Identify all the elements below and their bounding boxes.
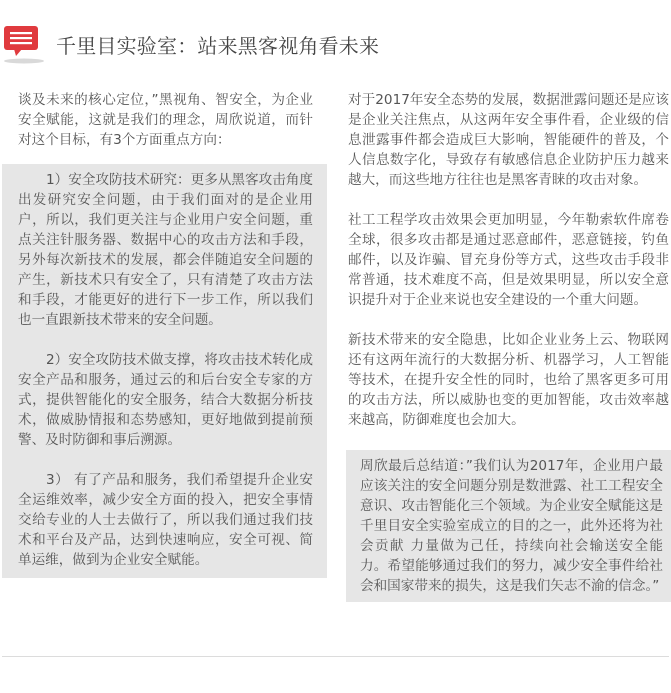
- summary-quote-box: [346, 450, 671, 602]
- direction-paragraph-1: 1）安全攻防技术研究：更多从黑客攻击角度出发研究安全问题，由于我们面对的是企业用户，所以，我们更关注与企业用户安全问题，重点关注针服务器、数据中心的攻击方法和手段，另外每次新技术的发展，都会伴随追安全问题的产生，新技术只有安全了，只有清楚了攻击方法和手段，才能更好的进行下一步工作，所以我们也一直跟新技术带来的安全问题。: [18, 172, 313, 328]
- direction-paragraph-2: 2）安全攻防技术做支撑，将攻击技术转化成安全产品和服务，通过云的和后台安全专家的方式，提供智能化的安全服务，结合大数据分析技术，做威胁情报和态势感知，更好地做到提前预警、及时防御和事后溯源。: [18, 352, 313, 448]
- summary-quote: 周欣最后总结道：”我们认为2017年，企业用户最应该关注的安全问题分别是数泄露、社工工程安全意识、攻击智能化三个领域。为企业安全赋能这是千里目安全实验室成立的目的之一，此外还将为社会贡献 力量做为己任，持续向社会输送安全能力。希望能够通过我们的努力，减少安全事件给社会和国家带来的损失，这是我们矢志不渝的信念。”: [360, 458, 663, 594]
- page-title: 千里目实验室：站来黑客视角看未来: [56, 34, 380, 58]
- article-header: [0, 20, 671, 70]
- direction-paragraph-3: 3） 有了产品和服务，我们希望提升企业安全运维效率，减少安全方面的投入，把安全事情交给专业的人士去做行了，所以我们通过我们技术和平台及产品，达到快速响应，安全可视、简单运维，做到为企业安全赋能。: [18, 472, 313, 568]
- chat-bubble-icon: [2, 24, 46, 64]
- trend-paragraph-1: 对于2017年安全态势的发展，数据泄露问题还是应该是企业关注焦点，从这两年安全事件看，企业级的信息泄露事件都会造成巨大影响，智能硬件的普及，个人信息数字化，导致存有敏感信息企业防护压力越来越大，而这些地方往往也是黑客青睐的攻击对象。: [348, 92, 669, 188]
- trend-paragraph-2: 社工工程学攻击效果会更加明显，今年勒索软件席卷全球，很多攻击都是通过恶意邮件，恶意链接，钓鱼邮件，以及诈骗、冒充身份等方式，这些攻击手段非常普通，技术难度不高，但是效果明显，所以安全意识提升对于企业来说也安全建设的一个重大问题。: [348, 212, 669, 308]
- trend-paragraph-3: 新技术带来的安全隐患，比如企业业务上云、物联网还有这两年流行的大数据分析、机器学习，人工智能等技术，在提升安全性的同时，也给了黑客更多可用的攻击方法，所以威胁也变的更加智能，攻击效率越来越高，防御难度也会加大。: [348, 332, 669, 428]
- intro-paragraph: 谈及未来的核心定位，”黑视角、智安全，为企业安全赋能，这就是我们的理念，周欣说道，而针对这个目标，有3个方面重点方向：: [18, 92, 313, 148]
- focus-directions-box: [2, 164, 327, 578]
- bottom-divider: [2, 656, 669, 657]
- left-column: [2, 90, 327, 578]
- right-column: [346, 90, 671, 602]
